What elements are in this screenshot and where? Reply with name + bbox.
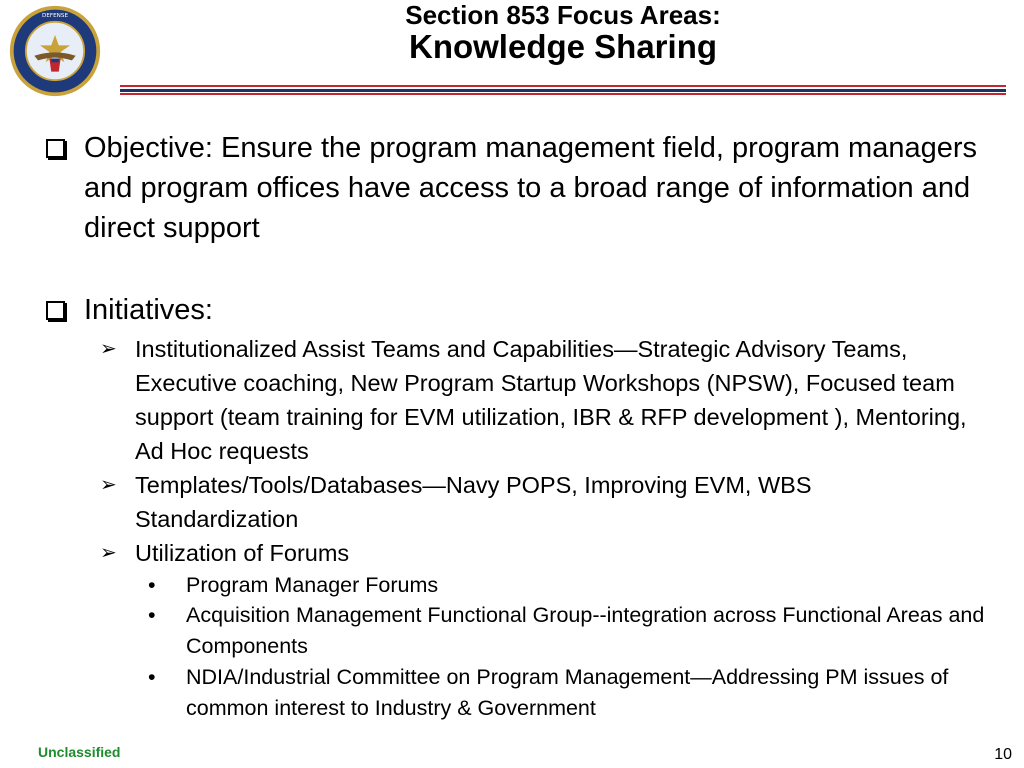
page-number: 10: [994, 746, 1012, 763]
forum-item: [148, 600, 993, 661]
initiative-item-text: Utilization of Forums: [135, 540, 350, 566]
title-line-2: Knowledge Sharing: [408, 28, 718, 65]
forum-item: [148, 662, 993, 723]
initiative-item: [100, 536, 980, 570]
objective-bullet: [44, 128, 1004, 248]
dot-bullet-icon: •: [148, 603, 156, 627]
arrow-bullet-icon: ➢: [100, 338, 117, 360]
title-line-1: Section 853 Focus Areas:: [405, 0, 721, 30]
svg-text:DEFENSE: DEFENSE: [41, 13, 69, 20]
forum-item-text: Program Manager Forums: [186, 573, 439, 597]
objective-text: Objective: Ensure the program management field, program managers and program offices have access to a broad range of information and direct support: [84, 132, 977, 244]
classification-label: Unclassified: [38, 744, 121, 760]
checkbox-icon: [46, 301, 65, 320]
forum-item-text: NDIA/Industrial Committee on Program Management—Addressing PM issues of common interest to Industry & Government: [186, 665, 949, 720]
initiative-item-text: Templates/Tools/Databases—Navy POPS, Improving EVM, WBS Standardization: [135, 472, 812, 532]
forum-item-text: Acquisition Management Functional Group--integration across Functional Areas and Components: [186, 603, 985, 658]
header-rule-navy: [120, 89, 1006, 92]
initiative-item: [100, 332, 980, 468]
dot-bullet-icon: •: [148, 573, 156, 597]
forum-item: [148, 570, 993, 601]
checkbox-icon: [46, 139, 65, 158]
arrow-bullet-icon: ➢: [100, 474, 117, 496]
slide-title: [120, 2, 1006, 63]
header-rule-red: [120, 85, 1006, 87]
dot-bullet-icon: •: [148, 665, 156, 689]
initiatives-label: Initiatives:: [84, 294, 213, 326]
initiative-item-text: Institutionalized Assist Teams and Capabilities—Strategic Advisory Teams, Executive coaching, New Program Startup Workshops (NPSW), Focused team support (team training for EVM utilization, IBR & RFP development ), Mentoring, Ad Hoc requests: [135, 336, 967, 464]
arrow-bullet-icon: ➢: [100, 542, 117, 564]
initiative-item: [100, 468, 980, 536]
initiatives-bullet: [44, 290, 1004, 330]
header-rule-red-bottom: [120, 93, 1006, 95]
dod-seal-logo: [8, 4, 102, 98]
